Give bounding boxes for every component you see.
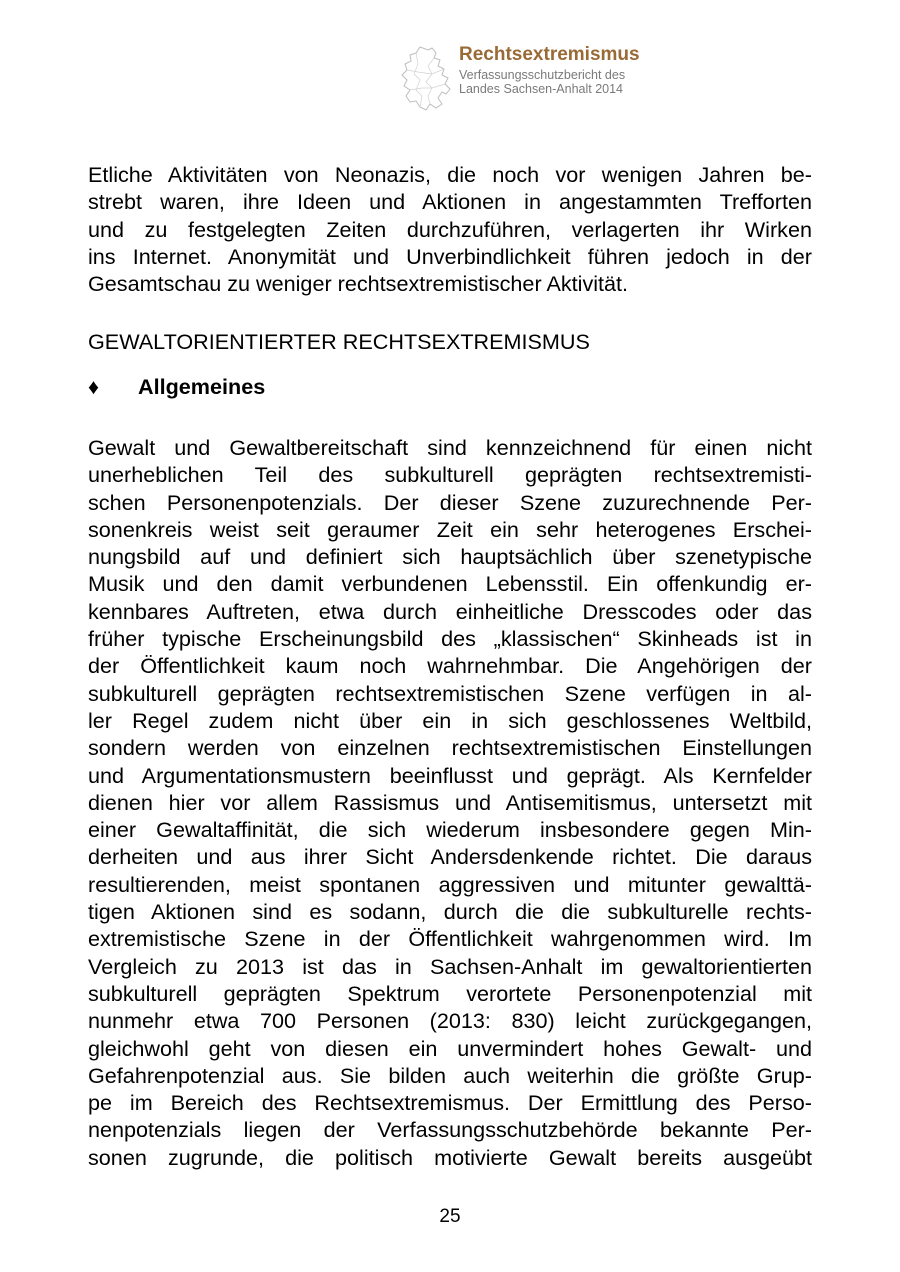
intro-paragraph <box>88 161 812 297</box>
text-line: nungsbild auf und definiert sich hauptsächlich über szenetypische <box>88 544 812 570</box>
text-line: Etliche Aktivitäten von Neonazis, die noch vor wenigen Jahren be- <box>88 162 812 187</box>
header-subtitle-line1: Verfassungsschutzbericht des <box>459 68 626 82</box>
header-subtitle-line2: Landes Sachsen-Anhalt 2014 <box>459 82 624 96</box>
page-number: 25 <box>439 1206 461 1227</box>
text-line: Gewalt und Gewaltbereitschaft sind kennzeichnend für einen nicht <box>88 435 812 460</box>
text-line: früher typische Erscheinungsbild des „klassischen“ Skinheads ist in <box>88 626 812 652</box>
text-line: extremistische Szene in der Öffentlichkeit wahrgenommen wird. Im <box>88 926 812 952</box>
header-title: Rechtsextremismus <box>459 44 640 65</box>
diamond-bullet-icon: ♦ <box>88 374 100 399</box>
text-line: nenpotenzials liegen der Verfassungsschutzbehörde bekannte Per- <box>88 1117 812 1143</box>
text-line: Vergleich zu 2013 ist das in Sachsen-Anhalt im gewaltorientierten <box>88 953 812 979</box>
text-line: subkulturell geprägten rechtsextremistischen Szene verfügen in al- <box>88 680 812 706</box>
text-line: unerheblichen Teil des subkulturell geprägten rechtsextremisti- <box>88 462 812 488</box>
text-line: subkulturell geprägten Spektrum verortete Personenpotenzial mit <box>88 980 812 1006</box>
sub-heading-label: Allgemeines <box>138 374 266 399</box>
text-line: dienen hier vor allem Rassismus und Antisemitismus, untersetzt mit <box>88 789 812 815</box>
text-line: gleichwohl geht von diesen ein unvermindert hohes Gewalt- und <box>88 1035 812 1061</box>
text-line: kennbares Auftreten, etwa durch einheitliche Dresscodes oder das <box>88 598 812 624</box>
section-heading: GEWALTORIENTIERTER RECHTSEXTREMISMUS <box>88 329 590 354</box>
text-line: strebt waren, ihre Ideen und Aktionen in angestammten Trefforten <box>88 189 812 215</box>
text-line: ins Internet. Anonymität und Unverbindlichkeit führen jedoch in der <box>88 243 812 269</box>
sub-heading <box>88 373 265 400</box>
sachsen-anhalt-map-icon <box>398 44 458 114</box>
text-line: resultierenden, meist spontanen aggressiven und mitunter gewalttä- <box>88 871 812 897</box>
text-line: pe im Bereich des Rechtsextremismus. Der Ermittlung des Perso- <box>88 1090 812 1116</box>
text-line: tigen Aktionen sind es sodann, durch die die subkulturelle rechts- <box>88 899 812 925</box>
text-line: derheiten und aus ihrer Sicht Andersdenkende richtet. Die daraus <box>88 844 812 870</box>
text-line: Musik und den damit verbundenen Lebensstil. Ein offenkundig er- <box>88 571 812 597</box>
body-paragraph <box>88 434 812 1171</box>
text-line: und zu festgelegten Zeiten durchzuführen, verlagerten ihr Wirken <box>88 216 812 242</box>
text-line: sondern werden von einzelnen rechtsextremistischen Einstellungen <box>88 735 812 761</box>
text-line: nunmehr etwa 700 Personen (2013: 830) leicht zurückgegangen, <box>88 1008 812 1034</box>
text-line: Gesamtschau zu weniger rechtsextremistischer Aktivität. <box>88 271 629 297</box>
page-header <box>398 40 698 120</box>
text-line: schen Personenpotenzials. Der dieser Szene zuzurechnende Per- <box>88 489 812 515</box>
text-line: Gefahrenpotenzial aus. Sie bilden auch weiterhin die größte Grup- <box>88 1062 812 1088</box>
text-line: sonenkreis weist seit geraumer Zeit ein sehr heterogenes Erschei- <box>88 516 812 542</box>
text-line: der Öffentlichkeit kaum noch wahrnehmbar. Die Angehörigen der <box>88 653 812 679</box>
text-line: sonen zugrunde, die politisch motivierte Gewalt bereits ausgeübt <box>88 1144 812 1170</box>
text-line: ler Regel zudem nicht über ein in sich geschlossenes Weltbild, <box>88 707 812 733</box>
text-line: einer Gewaltaffinität, die sich wiederum insbesondere gegen Min- <box>88 817 812 843</box>
text-line: und Argumentationsmustern beeinflusst und geprägt. Als Kernfelder <box>88 762 812 788</box>
